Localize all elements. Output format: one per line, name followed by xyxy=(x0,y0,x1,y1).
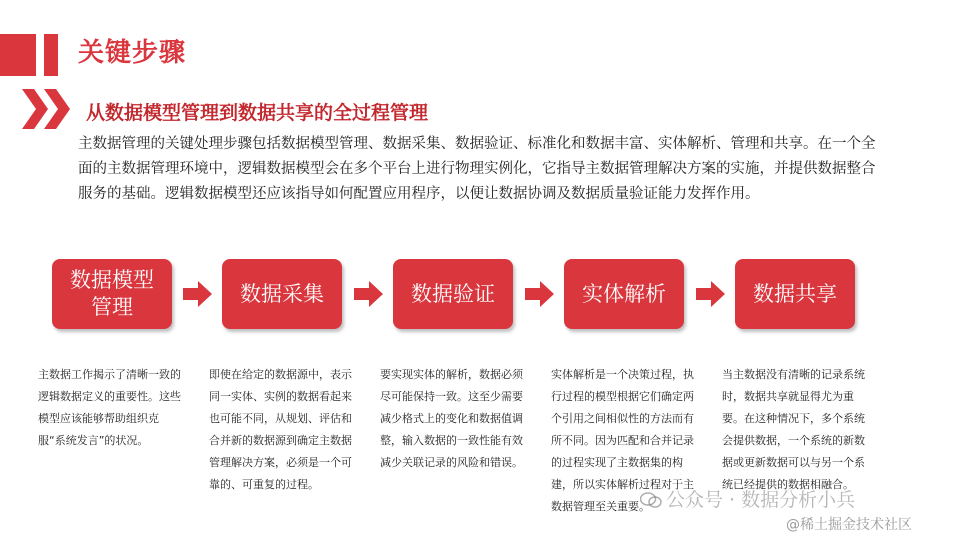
step-description-entity-resolution: 实体解析是一个决策过程，执行过程的模型根据它们确定两个引用之间相似性的方法而有所不同。因为匹配和合并记录的过程实现了主数据集的构建，所以实体解析过程对于主数据管理至关重要。 xyxy=(551,368,694,513)
double-chevron-icon xyxy=(22,89,74,129)
step-data-model xyxy=(52,259,172,329)
step-description-data-sharing: 当主数据没有清晰的记录系统时，数据共享就显得尤为重要。在这种情况下，多个系统会提供数据，一个系统的新数据或更新数据可以与另一个系统已经提供的数据相融合。 xyxy=(722,368,865,491)
step-description-data-validation: 要实现实体的解析，数据必须尽可能保持一致。这至少需要减少格式上的变化和数据值调整，输入数据的一致性能有效减少关联记录的风险和错误。 xyxy=(380,368,523,469)
intro-paragraph: 主数据管理的关键处理步骤包括数据模型管理、数据采集、数据验证、标准化和数据丰富、实体解析、管理和共享。在一个全面的主数据管理环境中，逻辑数据模型会在多个平台上进行物理实例化，它指导主数据管理解决方案的实施，并提供数据整合服务的基础。逻辑数据模型还应该指导如何配置应用程序，以便让数据协调及数据质量验证能力发挥作用。 xyxy=(78,136,876,202)
watermark xyxy=(640,485,855,512)
header-bar-wide xyxy=(0,34,36,76)
arrow-right-icon xyxy=(183,279,213,309)
step-description-data-model: 主数据工作揭示了清晰一致的逻辑数据定义的重要性。这些模型应该能够帮助组织克服“系统发言”的状况。 xyxy=(38,368,181,447)
step-data-collection xyxy=(222,259,342,329)
section-subtitle: 从数据模型管理到数据共享的全过程管理 xyxy=(86,102,429,124)
arrow-right-icon xyxy=(525,279,555,309)
header-bar-thin xyxy=(44,34,58,76)
step-description-data-collection: 即使在给定的数据源中，表示同一实体、实例的数据看起来也可能不同，从规划、评估和合并新的数据源到确定主数据管理解决方案，必须是一个可靠的、可重复的过程。 xyxy=(209,368,352,491)
step-label: 数据共享 xyxy=(753,281,837,306)
step-label-line2: 管理 xyxy=(91,295,133,319)
step-data-validation xyxy=(393,259,513,329)
community-watermark: @稀土掘金技术社区 xyxy=(786,517,912,533)
arrow-right-icon xyxy=(696,279,726,309)
arrow-right-icon xyxy=(354,279,384,309)
watermark-text: 公众号 · 数据分析小兵 xyxy=(666,489,856,511)
page-title: 关键步骤 xyxy=(78,38,187,68)
step-entity-resolution xyxy=(564,259,684,329)
step-label: 数据验证 xyxy=(411,281,495,306)
step-label-line1: 数据模型 xyxy=(70,268,154,292)
step-data-sharing xyxy=(735,259,855,329)
step-label: 实体解析 xyxy=(582,281,666,306)
step-label: 数据采集 xyxy=(240,281,324,306)
wechat-icon xyxy=(640,492,662,508)
